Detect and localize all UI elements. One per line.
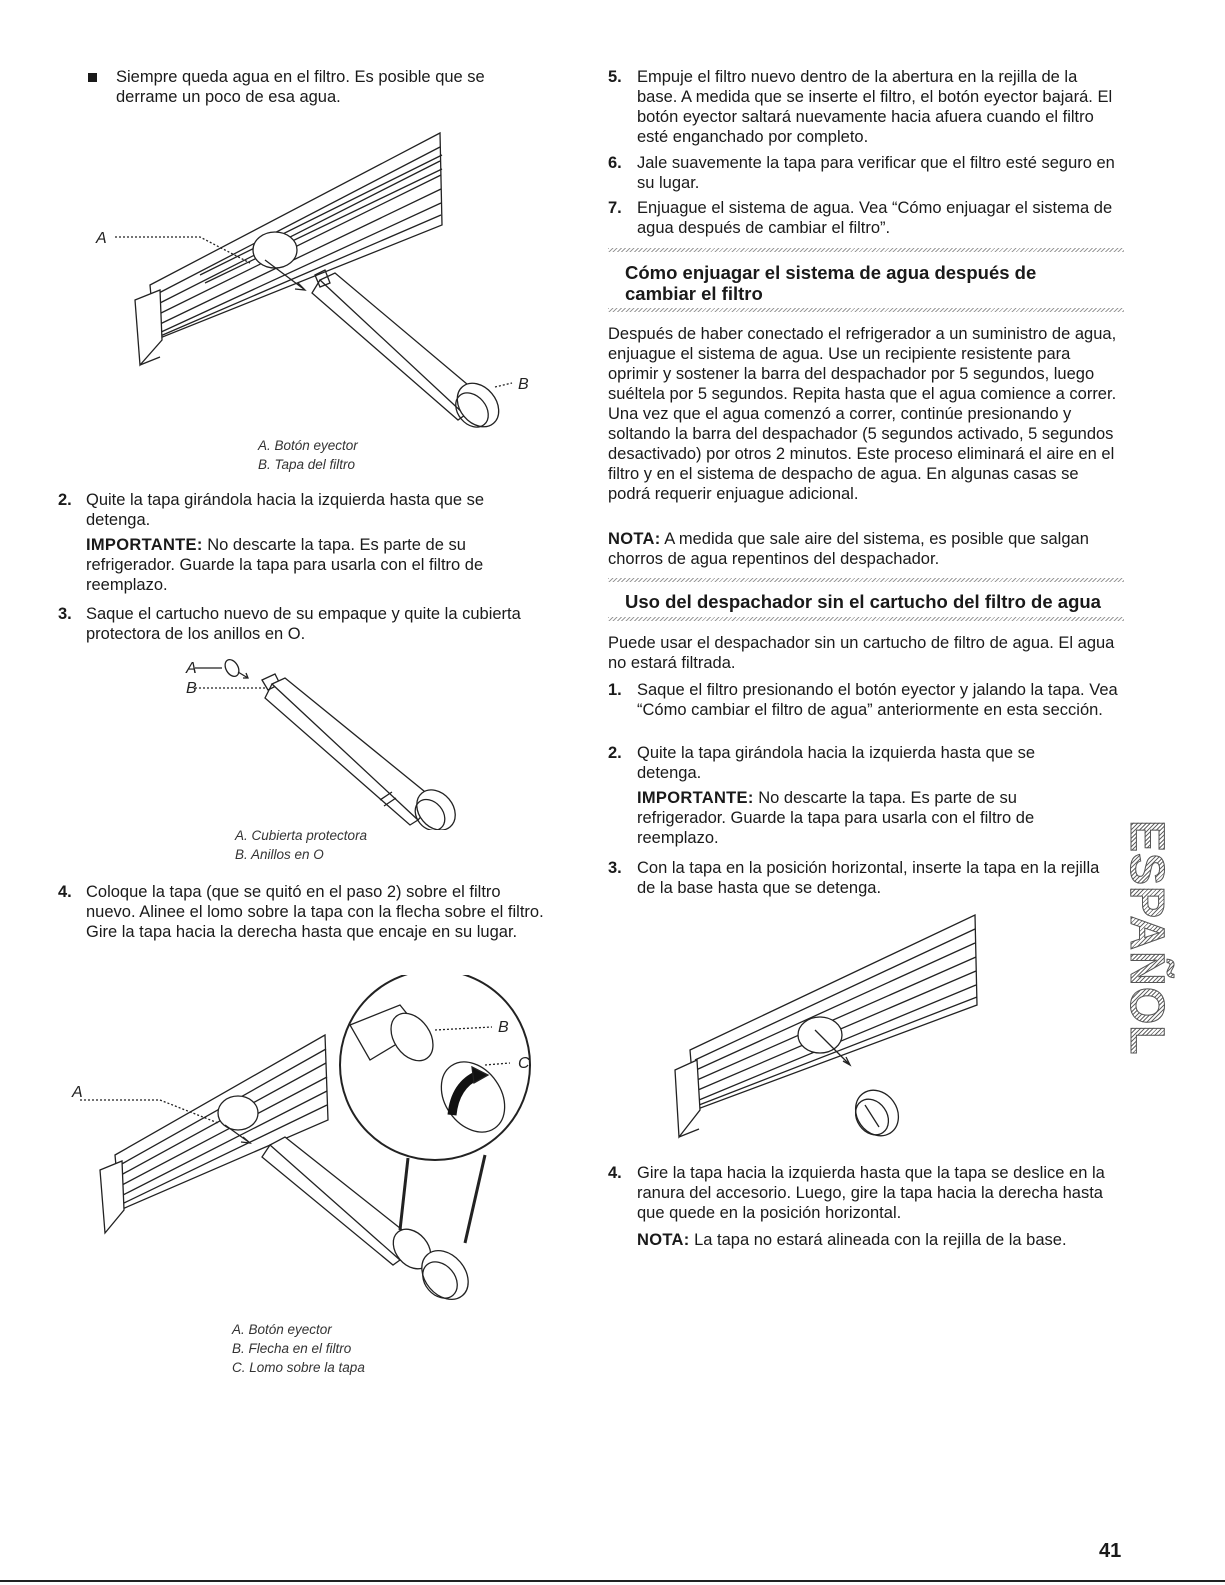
rinse-paragraph: Después de haber conectado el refrigerador a un suministro de agua, enjuague el sistema de agua. Use un recipiente resistente para oprimir y sostener la barra del despachador por 5 segundos, luego suéltela por 5 segundos. Repita hasta que el agua comience a correr. Una vez que el agua comenzó a correr, continúe presionando y soltando la barra del despachador (5 segundos activado, 5 segundos desactivado) por otros 2 minutos. Este proceso eliminará el aire en el filtro y en el sistema de despacho de agua. En algunas casas se podrá requerir enjuague adicional. [608,325,1117,503]
fig3-caption-b: B. Flecha en el filtro [232,1341,352,1356]
s2-step-1-number: 1. [608,681,622,699]
s2-step-3-text: Con la tapa en la posición horizontal, inserte la tapa en la rejilla de la base hasta que se detenga. [637,859,1100,897]
step-3-number: 3. [58,605,72,623]
s2-note-text: La tapa no estará alineada con la rejilla de la base. [689,1231,1067,1249]
s2-step-2-text: Quite la tapa girándola hacia la izquierda hasta que se detenga. [637,744,1036,782]
section-rule-bottom [608,308,1124,312]
fig2-caption-a: A. Cubierta protectora [235,828,368,843]
fig1-caption-b: B. Tapa del filtro [258,457,356,472]
fig2-label-a: A [186,660,197,677]
figure-cap-alignment [60,975,560,1315]
fig1-label-b: B [518,376,529,393]
no-filter-paragraph: Puede usar el despachador sin un cartucho de filtro de agua. El agua no estará filtrada. [608,634,1115,672]
s2-step-4-text: Gire la tapa hacia la izquierda hasta que la tapa se deslice en la ranura del accesorio. Luego, gire la tapa hacia la derecha hasta que quede en la posición horizontal. [637,1164,1105,1222]
fig3-caption-a: A. Botón eyector [232,1322,332,1337]
fig3-label-c: C [518,1055,530,1072]
s2-step-4-number: 4. [608,1164,622,1182]
section-heading-no-filter: Uso del despachador sin el cartucho del filtro de agua [625,591,1101,612]
step-2-text: Quite la tapa girándola hacia la izquierda hasta que se detenga. [86,491,485,529]
rinse-note [608,529,1124,569]
s2-step-2-number: 2. [608,744,622,762]
fig3-label-b: B [498,1019,509,1036]
step-4-number: 4. [58,883,72,901]
section-rule-top [608,248,1124,252]
step-6-text: Jale suavemente la tapa para verificar que el filtro esté seguro en su lugar. [637,154,1115,192]
bullet-text: Siempre queda agua en el filtro. Es posible que se derrame un poco de esa agua. [116,68,485,106]
step-7-text: Enjuague el sistema de agua. Vea “Cómo enjuagar el sistema de agua después de cambiar el filtro”. [637,199,1113,237]
section-heading-rinse: Cómo enjuagar el sistema de agua después de cambiar el filtro [625,262,1037,304]
s2-step-3-number: 3. [608,859,622,877]
section2-rule-top [608,578,1124,582]
s2-step-2-important [637,788,1077,848]
fig3-label-a: A [72,1084,83,1101]
important-label: IMPORTANTE: [86,536,203,554]
step-6-number: 6. [608,154,622,172]
step-3-text: Saque el cartucho nuevo de su empaque y quite la cubierta protectora de los anillos en O. [86,605,521,643]
fig1-caption-a: A. Botón eyector [258,438,358,453]
section2-rule-bottom [608,617,1124,621]
step-4-text: Coloque la tapa (que se quitó en el paso 2) sobre el filtro nuevo. Alinee el lomo sobre la tapa con la flecha sobre el filtro. Gire la tapa hacia la derecha hasta que encaje en su lugar. [86,883,544,941]
step-2-important [86,535,546,595]
side-language-label: ESPAÑOL [1120,820,1173,1056]
bottom-rule [0,1580,1225,1582]
s2-important-label: IMPORTANTE: [637,789,754,807]
fig2-caption-b: B. Anillos en O [235,847,324,862]
fig3-caption-c: C. Lomo sobre la tapa [232,1360,365,1375]
s2-step-1-text: Saque el filtro presionando el botón eyector y jalando la tapa. Vea “Cómo cambiar el filtro de agua” anteriormente en esta sección. [637,681,1118,719]
figure-filter-removal [80,125,550,445]
figure-cap-in-grille [665,905,995,1150]
bullet-marker [88,73,97,82]
fig2-label-b: B [186,680,197,697]
step-2-number: 2. [58,491,72,509]
s2-step-4-note [637,1230,1125,1250]
fig1-label-a: A [96,230,107,247]
s2-important-text: No descarte la tapa. Es parte de su refrigerador. Guarde la tapa para usarla con el filtro de reemplazo. [637,789,1035,847]
figure-new-cartridge [180,650,480,830]
s2-note-label: NOTA: [637,1231,690,1249]
step-5-text: Empuje el filtro nuevo dentro de la abertura en la rejilla de la base. A medida que se inserte el filtro, el botón eyector bajará. El botón eyector saltará nuevamente hacia afuera cuando el filtro esté enganchado por completo. [637,68,1113,146]
important-text: No descarte la tapa. Es parte de su refrigerador. Guarde la tapa para usarla con el filtro de reemplazo. [86,536,484,594]
step-5-number: 5. [608,68,622,86]
step-7-number: 7. [608,199,622,217]
note-label: NOTA: [608,530,661,548]
page-number: 41 [1099,1540,1122,1562]
note-text: A medida que sale aire del sistema, es posible que salgan chorros de agua repentinos del despachador. [608,530,1089,568]
